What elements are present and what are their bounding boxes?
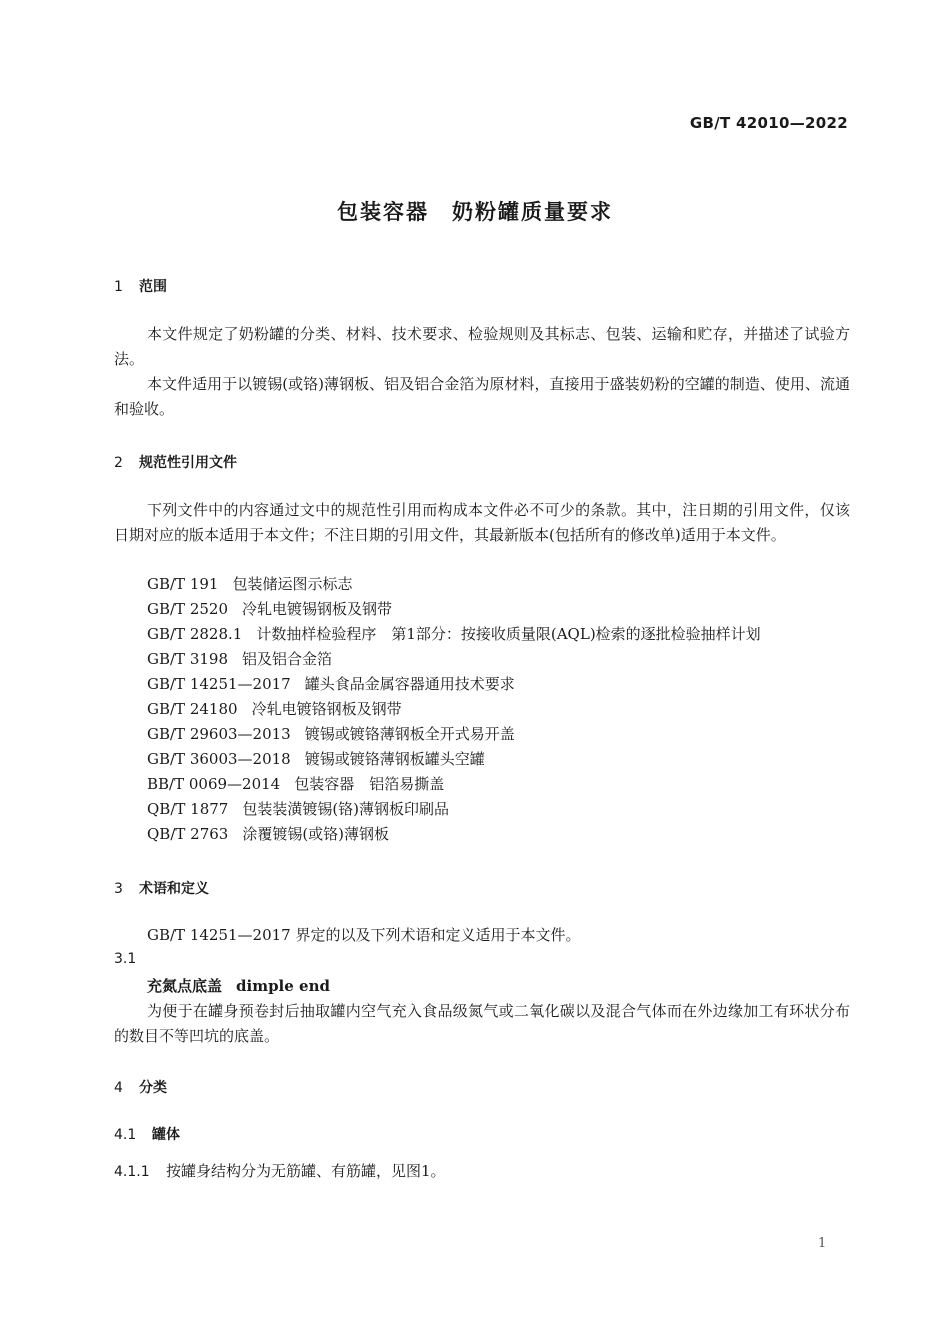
reference-item [147,723,515,744]
section-number: 3 [114,881,123,897]
reference-code: GB/T 29603—2013 [147,725,291,743]
reference-item [147,748,485,769]
term-name-en: dimple end [236,977,330,995]
clause [114,1160,446,1181]
section-heading-terms-definitions [114,878,209,898]
reference-item [147,673,515,694]
reference-item [147,773,444,794]
reference-title: 涂覆镀锡(或铬)薄钢板 [242,825,390,843]
document-title: 包装容器 奶粉罐质量要求 [337,200,613,224]
section-title: 规范性引用文件 [139,455,237,471]
reference-title: 铝及铝合金箔 [242,650,333,668]
reference-code: QB/T 1877 [147,800,229,818]
reference-item [147,698,402,719]
standard-number: GB/T 42010—2022 [689,114,848,132]
reference-code: GB/T 191 [147,575,219,593]
reference-title: 冷轧电镀锡钢板及钢带 [242,600,393,618]
subsection-number: 4.1 [114,1127,137,1143]
reference-title: 包装容器 铝箔易撕盖 [294,775,445,793]
reference-item [147,648,332,669]
reference-title: 包装储运图示标志 [232,575,353,593]
term-name-cn: 充氮点底盖 [147,977,223,995]
reference-title: 镀锡或镀铬薄钢板罐头空罐 [304,750,485,768]
reference-title: 冷轧电镀铬钢板及钢带 [251,700,402,718]
reference-item [147,798,449,819]
term-heading [147,975,330,996]
page-number: 1 [818,1236,827,1251]
paragraph: 本文件适用于以镀锡(或铬)薄钢板、铝及铝合金箔为原材料，直接用于盛装奶粉的空罐的制造、使用、流通和验收。 [114,375,850,418]
reference-item [147,623,761,644]
section-heading-normative-references [114,452,237,472]
paragraph: 下列文件中的内容通过文中的规范性引用而构成本文件必不可少的条款。其中，注日期的引用文件，仅该日期对应的版本适用于本文件；不注日期的引用文件，其最新版本(包括所有的修改单)适用于本文件。 [114,501,850,544]
reference-item [147,573,352,594]
reference-title: 包装装潢镀锡(铬)薄钢板印刷品 [242,800,450,818]
reference-title: 罐头食品金属容器通用技术要求 [304,675,515,693]
reference-code: GB/T 3198 [147,650,229,668]
reference-item [147,598,392,619]
reference-code: GB/T 36003—2018 [147,750,291,768]
paragraph: GB/T 14251—2017 界定的以及下列术语和定义适用于本文件。 [147,926,581,944]
reference-code: GB/T 14251—2017 [147,675,291,693]
section-title: 范围 [139,279,167,295]
paragraph: 本文件规定了奶粉罐的分类、材料、技术要求、检验规则及其标志、包装、运输和贮存，并描述了试验方法。 [114,325,850,368]
section-heading-scope [114,276,167,296]
clause-number: 4.1.1 [114,1164,150,1180]
clause-text: 按罐身结构分为无筋罐、有筋罐，见图1。 [166,1162,446,1180]
reference-title: 计数抽样检验程序 第1部分：按接收质量限(AQL)检索的逐批检验抽样计划 [256,625,761,643]
subsection-heading-can-body [114,1124,180,1144]
section-title: 分类 [139,1080,167,1096]
term-number: 3.1 [114,951,137,967]
term-definition: 为便于在罐身预卷封后抽取罐内空气充入食品级氮气或二氧化碳以及混合气体而在外边缘加工有环状分布的数目不等凹坑的底盖。 [114,1002,850,1045]
reference-item [147,823,389,844]
section-number: 4 [114,1080,123,1096]
reference-code: GB/T 2520 [147,600,229,618]
section-number: 1 [114,279,123,295]
reference-title: 镀锡或镀铬薄钢板全开式易开盖 [304,725,515,743]
section-heading-classification [114,1077,167,1097]
reference-code: BB/T 0069—2014 [147,775,281,793]
reference-code: QB/T 2763 [147,825,229,843]
reference-code: GB/T 2828.1 [147,625,243,643]
subsection-title: 罐体 [152,1127,180,1143]
section-number: 2 [114,455,123,471]
reference-code: GB/T 24180 [147,700,238,718]
section-title: 术语和定义 [139,881,209,897]
